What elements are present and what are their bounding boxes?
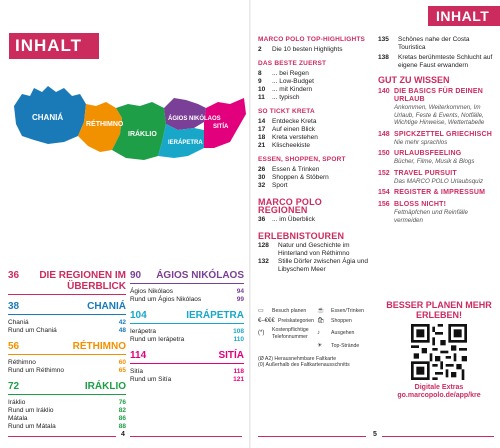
- toc-entry[interactable]: 11 ... typisch: [258, 94, 300, 101]
- region-number: 114: [130, 350, 147, 361]
- region-iraklio-block: [8, 381, 126, 431]
- digital-extras-promo: [380, 300, 498, 400]
- toc-entry[interactable]: 150 URLAUBSFEELING Bücher, Filme, Musik & Blogs: [378, 150, 475, 165]
- cat-beste-zuerst: DAS BESTE ZUERST: [258, 60, 327, 67]
- toc-entry[interactable]: 156 BLOSS NICHT! Fettnäpfchen und Reinfälle vermeiden: [378, 201, 468, 224]
- toc-entry[interactable]: 36 ... im Überblick: [258, 216, 315, 223]
- footer-rule: [8, 436, 116, 437]
- toc-entry[interactable]: 2 Die 10 besten Highlights: [258, 46, 343, 53]
- toc-entry[interactable]: 138 Kretas berühmteste Schlucht auf eigene Faust erwandern: [378, 54, 493, 69]
- symbol-legend: ▭ Besuch planen ☕ Essen/Trinken €–€€€ Preiskategorien 🛍 Shoppen (*) Kostenpflichtige Telefonnummer ♪ Ausgehen ☀ Top-Strände (Ø A2) Herausnehmbare Faltkarte (0) Außerhalb des Faltkartenausschnitts: [258, 308, 376, 369]
- qr-code[interactable]: [411, 324, 467, 380]
- gut-zu-wissen-head: GUT ZU WISSEN: [378, 75, 450, 85]
- sun-icon: ☀: [317, 343, 323, 349]
- map-label-chania: CHANIÁ: [32, 113, 64, 122]
- toc-column-b: [378, 30, 496, 228]
- region-number: 38: [8, 301, 20, 312]
- region-agios-head[interactable]: [130, 270, 244, 284]
- region-title: RÉTHIMNO: [72, 341, 126, 352]
- region-title: CHANIÁ: [87, 301, 126, 312]
- region-row[interactable]: Rund um Chaniá 48: [8, 327, 126, 334]
- map-region-agios: [164, 98, 206, 130]
- cup-icon: ☕: [317, 308, 325, 314]
- promo-digital-extras: Digitale Extras: [414, 384, 464, 391]
- euro-icon: €–€€€: [258, 317, 275, 324]
- region-rethimno-block: [8, 341, 126, 375]
- region-ierapetra-block: [130, 310, 244, 344]
- page-number-right: 5: [373, 431, 377, 438]
- toc-entry[interactable]: 8 ... bei Regen: [258, 70, 309, 77]
- region-rethimno-head[interactable]: [8, 341, 126, 355]
- toc-entry[interactable]: 32 Sport: [258, 182, 288, 189]
- legend-note-outside: (0) Außerhalb des Faltkartenausschnitts: [258, 362, 350, 368]
- region-chania-block: [8, 301, 126, 335]
- region-title: IERÁPETRA: [186, 310, 244, 321]
- regions-column-left: [8, 270, 126, 437]
- toc-entry[interactable]: 140 DIE BASICS FÜR DEINEN URLAUB Ankommen, Weiterkommen, Im Urlaub, Feste & Events, Notfälle, Wichtige Hinweise, Wettertabelle: [378, 88, 485, 126]
- map-label-ierapetra: IERÁPETRA: [168, 140, 203, 146]
- music-note-icon: ♪: [317, 330, 320, 337]
- regions-overview-number: 36: [8, 270, 20, 281]
- region-row[interactable]: Ágios Nikólaos 94: [130, 288, 244, 295]
- region-ierapetra-head[interactable]: [130, 310, 244, 324]
- asterisk-icon: (*): [258, 330, 265, 337]
- promo-headline: BESSER PLANEN MEHR ERLEBEN!: [386, 300, 492, 320]
- toc-entry[interactable]: 14 Entdecke Kreta: [258, 118, 317, 125]
- toc-entry[interactable]: 135 Schönes nahe der Costa Touristica: [378, 36, 470, 51]
- regions-overview-head[interactable]: [8, 270, 126, 295]
- cat-essen: ESSEN, SHOPPEN, SPORT: [258, 156, 346, 163]
- page-number-left: 4: [121, 431, 125, 438]
- inhalt-tag: INHALT: [428, 6, 500, 26]
- toc-entry[interactable]: 17 Auf einen Blick: [258, 126, 315, 133]
- map-region-sitia: [204, 98, 246, 148]
- cat-top-highlights: MARCO POLO TOP-HIGHLIGHTS: [258, 36, 366, 43]
- region-number: 104: [130, 310, 147, 321]
- region-row[interactable]: Sitía 118: [130, 368, 244, 375]
- toc-entry[interactable]: 152 TRAVEL PURSUIT Das MARCO POLO Urlaubsquiz: [378, 169, 484, 185]
- region-chania-head[interactable]: [8, 301, 126, 315]
- region-row[interactable]: Rund um Ierápetra 110: [130, 336, 244, 343]
- region-row[interactable]: Rund um Réthimno 65: [8, 367, 126, 374]
- region-row[interactable]: Iráklio 76: [8, 399, 126, 406]
- toc-column-a: [258, 30, 374, 274]
- toc-entry[interactable]: 10 ... mit Kindern: [258, 86, 313, 93]
- legend-note-map: (Ø A2) Herausnehmbare Faltkarte: [258, 355, 337, 362]
- toc-entry[interactable]: 30 Shoppen & Stöbern: [258, 174, 329, 181]
- map-label-rethimno: RÉTHIMNO: [86, 121, 124, 128]
- regions-column-right: [130, 270, 244, 390]
- region-number: 56: [8, 341, 20, 352]
- region-row[interactable]: Rund um Sitía 121: [130, 376, 244, 383]
- cat-erlebnis: ERLEBNISTOUREN: [258, 231, 345, 241]
- region-row[interactable]: Chaniá 42: [8, 319, 126, 326]
- region-agios-block: [130, 270, 244, 304]
- map-label-agios: ÁGIOS NIKÓLAOS: [168, 116, 221, 122]
- region-title: IRÁKLIO: [84, 381, 126, 392]
- region-iraklio-head[interactable]: [8, 381, 126, 395]
- toc-entry[interactable]: 26 Essen & Trinken: [258, 166, 320, 173]
- region-title: SITÍA: [218, 350, 244, 361]
- regions-overview-title: DIE REGIONEN IM ÜBERBLICK: [39, 270, 126, 292]
- footer-rule: [258, 436, 366, 437]
- toc-entry[interactable]: 21 Klischeekiste: [258, 142, 310, 149]
- region-title: ÁGIOS NIKÓLAOS: [156, 270, 244, 281]
- region-sitia-block: [130, 350, 244, 384]
- region-row[interactable]: Réthimno 60: [8, 359, 126, 366]
- region-row[interactable]: Rund um Ágios Nikólaos 99: [130, 296, 244, 303]
- footer-rule: [130, 436, 242, 437]
- cat-regionen: MARCO POLO REGIONEN: [258, 197, 322, 215]
- calendar-icon: ▭: [258, 308, 264, 314]
- promo-url-link[interactable]: go.marcopolo.de/app/kre: [397, 392, 481, 399]
- crete-region-map: [8, 78, 248, 186]
- cat-so-tickt: SO TICKT KRETA: [258, 108, 315, 115]
- region-row[interactable]: Rund um Iráklio 82: [8, 407, 126, 414]
- shopping-bag-icon: 🛍: [317, 317, 325, 324]
- toc-entry[interactable]: 9 ... Low-Budget: [258, 78, 314, 85]
- region-row[interactable]: Rund um Mátala 88: [8, 423, 126, 430]
- toc-entry[interactable]: 18 Kreta verstehen: [258, 134, 318, 141]
- region-row[interactable]: Ierápetra 108: [130, 328, 244, 335]
- region-number: 72: [8, 381, 20, 392]
- toc-entry[interactable]: 148 SPICKZETTEL GRIECHISCH Nie mehr sprachlos: [378, 130, 493, 146]
- region-sitia-head[interactable]: [130, 350, 244, 364]
- toc-entry[interactable]: 154 REGISTER & IMPRESSUM: [378, 189, 486, 196]
- toc-entry[interactable]: 128 Natur und Geschichte im Hinterland von Réthimno: [258, 242, 350, 257]
- inhalt-banner: INHALT: [9, 33, 99, 59]
- book-gutter: [249, 0, 251, 448]
- region-number: 90: [130, 270, 142, 281]
- region-row[interactable]: Mátala 86: [8, 415, 126, 422]
- map-label-sitia: SITÍA: [213, 124, 229, 130]
- map-label-iraklio: IRÁKLIO: [128, 131, 157, 138]
- toc-entry[interactable]: 132 Stille Dörfer zwischen Ágia und Libyschem Meer: [258, 258, 368, 273]
- footer-rule: [382, 436, 494, 437]
